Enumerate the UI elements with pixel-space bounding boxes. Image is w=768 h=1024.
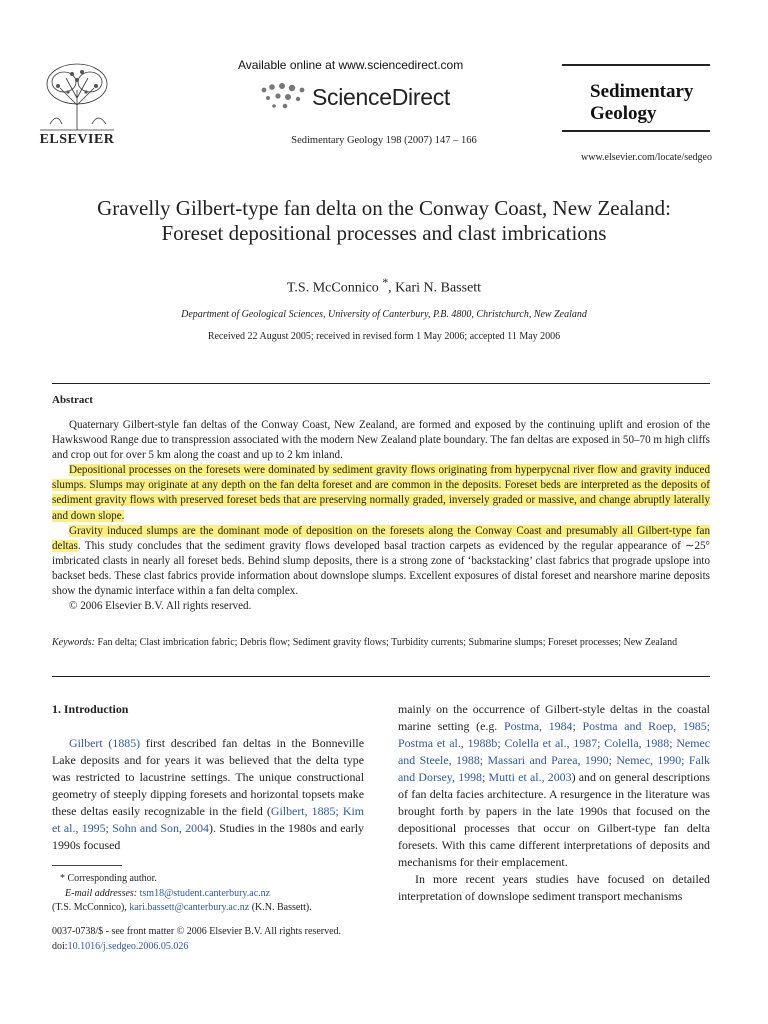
footnote-line-1 <box>52 872 372 887</box>
intro-text-1: first described fan deltas in the Bonneville Lake deposits and for years it was believed that the delta type was restricted to lacustrine settings. The unique constructional geometry of steeply dipping foresets and horizontal topsets make these deltas easily recognizable in the field ( <box>52 736 364 818</box>
citation-link[interactable]: Gilbert (1885) <box>69 736 141 750</box>
abstract-paragraph-2 <box>52 463 710 523</box>
sciencedirect-logo-text: ScienceDirect <box>312 84 450 110</box>
journal-title-line2: Geology <box>590 103 657 124</box>
available-online-text[interactable]: Available online at www.sciencedirect.com <box>238 58 464 72</box>
author-list <box>0 276 768 297</box>
citation-link[interactable]: Postma, 1984; Postma and Roep, 1985; Postma et al., 1988b; Colella et al., 1987; Colella, 1988; Nemec and Steele, 1988; Massari and Parea, 1990; Nemec, 1990; Falk and Dorsey, 1998; Mutti et al., 2003 <box>398 719 710 784</box>
journal-title <box>590 81 693 125</box>
corresponding-author-mark[interactable]: * <box>382 276 389 289</box>
footnote-line-2 <box>52 887 372 902</box>
journal-url[interactable]: www.elsevier.com/locate/sedgeo <box>581 152 712 163</box>
keywords <box>52 635 710 650</box>
email-owner-2: (K.N. Bassett). <box>251 902 312 913</box>
abstract-bottom-rule <box>52 676 710 677</box>
issn-line: 0037-0738/$ - see front matter © 2006 Elsevier B.V. All rights reserved. <box>52 926 342 937</box>
left-column <box>52 701 364 854</box>
footnote <box>52 872 372 916</box>
elsevier-tree-logo-icon <box>22 60 132 132</box>
front-matter-note <box>52 925 412 954</box>
doi-line <box>52 940 412 955</box>
email-label: E-mail addresses: <box>65 887 138 899</box>
keywords-list: Fan delta; Clast imbrication fabric; Debris flow; Sediment gravity flows; Turbidity currents; Submarine slumps; Foreset processes; New Zealand <box>97 637 678 648</box>
section-heading-introduction: 1. Introduction <box>52 702 129 716</box>
abstract-paragraph-3-rest: . This study concludes that the sediment gravity flows developed basal traction carpets as evidenced by the regular appearance of ∼25° imbricated clasts in nearly all foreset beds. Behind slump deposits, there is a strong zone of ‘backstacking’ clast fabrics that prograde upslope into backset beds. These clast fabrics provide information about downslope slumps. Excellent exposures of distal foreset and nearshore marine deposits show the dynamic interface within a fan delta complex. <box>52 539 710 598</box>
author-2: Kari N. Bassett <box>395 280 482 296</box>
affiliation: Department of Geological Sciences, University of Canterbury, P.B. 4800, Christchurch, New Zealand <box>181 309 587 320</box>
email-link-1[interactable]: tsm18@student.canterbury.ac.nz <box>139 887 271 899</box>
publisher-wordmark: ELSEVIER <box>39 132 115 147</box>
received-dates: Received 22 August 2005; received in revised form 1 May 2006; accepted 11 May 2006 <box>207 331 561 342</box>
intro-paragraph-continued <box>398 701 710 871</box>
email-link-2[interactable]: kari.bassett@canterbury.ac.nz <box>129 902 250 913</box>
highlight-passage-1: Depositional processes on the foresets were dominated by sediment gravity flows originating from hyperpycnal river flow and gravity induced slumps. Slumps may originate at any depth on the fan delta foreset and are common in the deposits. Foreset beds are interpreted as the deposits of sediment gravity flows with preserved foreset beds that are preserving normally graded, inversely graded or massive, and change abruptly laterally and down slope. <box>52 464 710 522</box>
journal-title-top-rule <box>562 64 710 66</box>
abstract-body <box>52 418 710 614</box>
intro-paragraph-2: In more recent years studies have focused on detailed interpretation of downslope sediment transport mechanisms <box>398 872 710 903</box>
copyright-line: © 2006 Elsevier B.V. All rights reserved. <box>69 600 252 613</box>
article-title <box>40 196 728 246</box>
intro-text-4: ) and on general descriptions of fan delta facies architecture. A resurgence in the literature was brought forth by papers in the late 1990s that focused on the depositional processes that occur on Gilbert-type fan delta foresets. With this came different interpretations of deposits and mechanisms for their emplacement. <box>398 770 710 869</box>
keywords-label: Keywords: <box>52 637 95 648</box>
doi-label: doi: <box>52 940 68 952</box>
footnote-line-3 <box>52 901 372 916</box>
journal-title-bottom-rule <box>562 130 710 132</box>
abstract-heading: Abstract <box>52 394 93 406</box>
email-owner-1: (T.S. McConnico), <box>52 902 127 913</box>
journal-reference: Sedimentary Geology 198 (2007) 147 – 166 <box>291 135 477 146</box>
sciencedirect-dots-icon <box>258 82 308 112</box>
doi-link[interactable]: 10.1016/j.sedgeo.2006.05.026 <box>67 940 189 952</box>
right-column <box>398 701 710 905</box>
citation-link[interactable]: Gilbert, 1885; Kim et al., 1995; Sohn and Son, 2004 <box>52 804 364 835</box>
footnote-rule <box>52 865 122 866</box>
intro-paragraph-1 <box>52 735 364 854</box>
article-title-line2: Foreset depositional processes and clast imbrications <box>161 221 607 245</box>
abstract-paragraph-3 <box>52 524 710 599</box>
intro-text-2: ). Studies in the 1980s and early 1990s focused <box>52 821 364 852</box>
author-separator: , <box>388 280 396 296</box>
intro-text-3: mainly on the occurrence of Gilbert-style deltas in the coastal marine setting (e.g. <box>398 702 710 733</box>
article-title-line1: Gravelly Gilbert-type fan delta on the Conway Coast, New Zealand: <box>97 196 671 220</box>
abstract-paragraph-1: Quaternary Gilbert-style fan deltas of the Conway Coast, New Zealand, are formed and exposed by the continuing uplift and erosion of the Hawkswood Range due to transpression associated with the modern New Zealand plate boundary. The fan deltas are exposed in 50–70 m high cliffs and crop out for over 5 km along the coast and up to 2 km inland. <box>52 419 710 462</box>
highlight-passage-2: Gravity induced slumps are the dominant mode of deposition on the foresets along the Conway Coast and presumably all Gilbert-type fan deltas <box>52 524 710 552</box>
author-1: T.S. McConnico <box>286 280 379 296</box>
footnote-mark: * <box>60 873 65 884</box>
abstract-top-rule <box>52 383 710 384</box>
journal-title-line1: Sedimentary <box>590 81 694 102</box>
corresponding-author-note: Corresponding author. <box>67 873 157 884</box>
